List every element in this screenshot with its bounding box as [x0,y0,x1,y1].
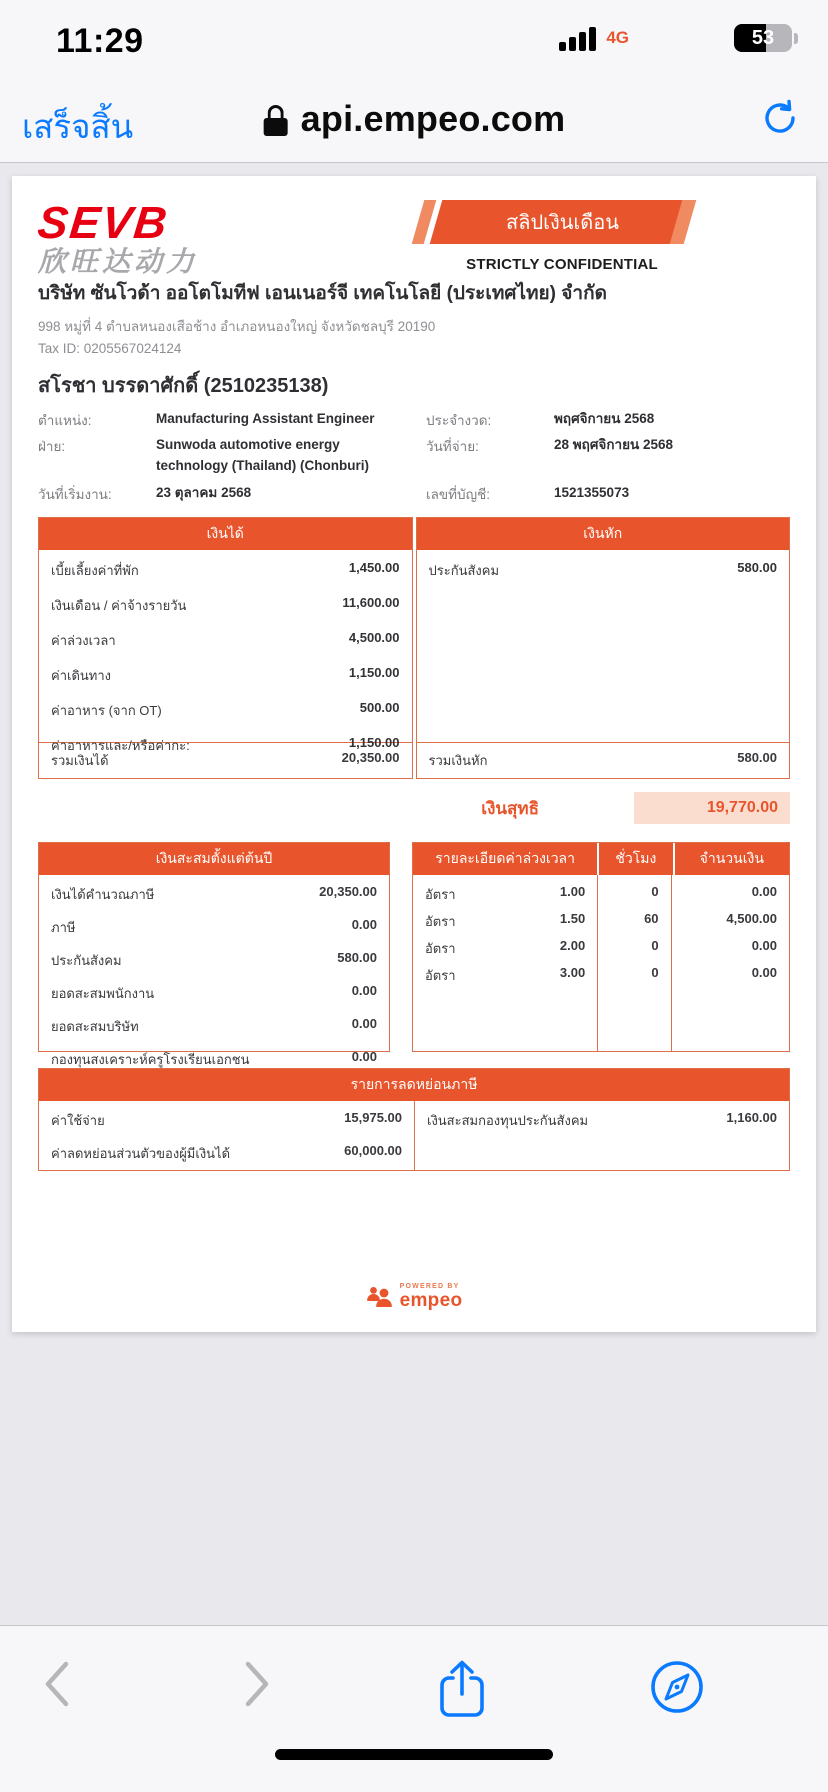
browser-top-chrome [0,0,828,163]
net-pay-amount: 19,770.00 [634,792,790,824]
table-row: ค่าอาหารและ/หรือค่ากะ: 1,150.00 [51,735,400,753]
chevron-left-icon [40,1658,72,1710]
reload-icon [760,98,800,138]
empeo-brand: empeo [399,1290,463,1311]
overtime-header: รายละเอียดค่าล่วงเวลา [413,843,597,875]
field-value: Sunwoda automotive energy technology (Thailand) (Chonburi) [156,437,369,473]
table-row: เงินได้คำนวณภาษี 20,350.00 [51,884,377,902]
tax-allowance-body [39,1101,789,1170]
table-row: กองทุนสงเคราะห์ครูโรงเรียนเอกชน 0.00 [51,1049,377,1067]
field-label: ฝ่าย: [38,439,66,454]
table-cell: 60 [644,911,659,926]
income-body [39,550,412,753]
table-row: เงินเดือน / ค่าจ้างรายวัน 11,600.00 [51,595,400,613]
compass-icon [648,1658,706,1716]
table-row: อัตรา 1.00 [425,884,586,902]
overtime-body [413,875,789,1051]
income-deduction-tables [38,517,790,753]
lock-icon [263,105,289,136]
income-table [38,517,413,753]
sevb-logo-text: SEVB [35,197,172,248]
overtime-amount-column [671,875,789,1051]
tax-allowance-right [414,1101,789,1170]
tax-allowance-table [38,1068,790,1171]
field-value: 1521355073 [554,485,630,500]
table-row: ยอดสะสมบริษัท 0.00 [51,1016,377,1034]
confidential-label: STRICTLY CONFIDENTIAL [466,256,658,273]
employee-info-grid [38,409,790,505]
employee-info-left [38,409,408,505]
table-row: เบี้ยเลี้ยงค่าที่พัก 1,450.00 [51,560,400,578]
overtime-amount-header: จำนวนเงิน [675,843,789,875]
overtime-hours-header: ชั่วโมง [599,843,672,875]
cellular-signal-icon [559,25,596,51]
chevron-right-icon [242,1658,274,1710]
payslip-banner [430,200,695,244]
clock: 11:29 [56,22,144,60]
battery-icon [734,24,792,52]
overtime-header-row [413,843,789,875]
table-row: อัตรา 2.00 [425,938,586,956]
url-field[interactable] [263,98,566,140]
table-row: ค่าอาหาร (จาก OT) 500.00 [51,700,400,718]
table-row: ประกันสังคม 580.00 [428,560,777,578]
overtime-rate-column [413,875,597,1051]
payslip-document [12,176,816,1332]
reload-button[interactable] [760,98,800,143]
done-button[interactable]: เสร็จสิ้น [22,108,134,145]
field-label: วันที่จ่าย: [426,439,479,454]
table-cell: 0 [651,965,659,980]
field-label: วันที่เริ่มงาน: [38,487,112,502]
employee-info-right [426,409,790,505]
empeo-people-icon [366,1285,393,1308]
payslip-banner-title: สลิปเงินเดือน [505,212,619,234]
table-row: อัตรา 1.50 [425,911,586,929]
tax-allowance-left [39,1101,414,1170]
document-header [35,197,790,278]
table-cell: 4,500.00 [726,911,777,926]
back-button[interactable] [40,1658,72,1715]
tax-allowance-header: รายการลดหย่อนภาษี [39,1069,789,1101]
field-value: 28 พฤศจิกายน 2568 [554,437,673,452]
battery-percent: 53 [751,27,775,49]
powered-by-label: POWERED BY [399,1283,460,1290]
table-cell: 0.00 [751,965,777,980]
sevb-logo-chinese: 欣旺达动力 [38,246,199,277]
field-value: Manufacturing Assistant Engineer [156,411,375,426]
table-cell: 0.00 [751,884,777,899]
safari-url-bar [0,88,828,158]
ytd-and-overtime-tables [38,842,790,1067]
share-icon [436,1658,488,1720]
net-pay-label: เงินสุทธิ [481,798,539,818]
field-label: ประจำงวด: [426,413,492,428]
table-cell: 0 [651,884,659,899]
totals-row [38,743,790,779]
table-row: ค่าล่วงเวลา 4,500.00 [51,630,400,648]
table-row: ภาษี 0.00 [51,917,377,935]
overtime-table [412,842,790,1052]
table-cell: 0 [651,938,659,953]
net-pay-row [38,792,790,824]
employee-name: สโรชา บรรดาศักดิ์ (2510235138) [38,375,329,397]
safari-compass-button[interactable] [648,1658,706,1721]
powered-by-footer [12,1283,816,1310]
deduction-table [416,517,791,743]
home-indicator[interactable] [275,1749,553,1760]
ytd-header: เงินสะสมตั้งแต่ต้นปี [39,843,389,875]
status-indicators [559,24,798,52]
income-header: เงินได้ [39,518,412,550]
safari-bottom-toolbar [0,1625,828,1792]
company-name: บริษัท ซันโวด้า ออโตโมทีฟ เอนเนอร์จี เทคโนโลยี (ประเทศไทย) จำกัด [38,283,607,304]
share-button[interactable] [436,1658,488,1725]
overtime-hours-column [597,875,670,1051]
table-cell: 0.00 [751,938,777,953]
field-value: 23 ตุลาคม 2568 [156,485,252,500]
table-row: ค่าใช้จ่าย 15,975.00 [51,1110,402,1128]
url-text: api.empeo.com [300,98,566,139]
table-row: ค่าเดินทาง 1,150.00 [51,665,400,683]
forward-button[interactable] [242,1658,274,1715]
deduction-body [417,550,790,742]
table-row: ค่าลดหย่อนส่วนตัวของผู้มีเงินได้ 60,000.00 [51,1143,402,1161]
table-row: เงินสะสมกองทุนประกันสังคม 1,160.00 [427,1110,777,1128]
field-label: เลขที่บัญชี: [426,487,490,502]
status-bar [0,20,828,64]
ytd-table [38,842,390,1067]
ytd-body [39,875,389,1067]
deduction-header: เงินหัก [417,518,790,550]
table-row: อัตรา 3.00 [425,965,586,983]
income-total: รวมเงินได้ 20,350.00 [38,743,413,779]
field-label: ตำแหน่ง: [38,413,92,428]
table-row: ประกันสังคม 580.00 [51,950,377,968]
deduction-total: รวมเงินหัก 580.00 [416,743,791,779]
field-value: พฤศจิกายน 2568 [554,411,655,426]
battery-cap [794,33,798,44]
network-type-label: 4G [606,28,629,47]
company-tax-id: Tax ID: 0205567024124 [38,341,182,356]
company-address: 998 หมู่ที่ 4 ตำบลหนองเสือช้าง อำเภอหนองใหญ่ จังหวัดชลบุรี 20190 [38,319,436,334]
table-row: ยอดสะสมพนักงาน 0.00 [51,983,377,1001]
